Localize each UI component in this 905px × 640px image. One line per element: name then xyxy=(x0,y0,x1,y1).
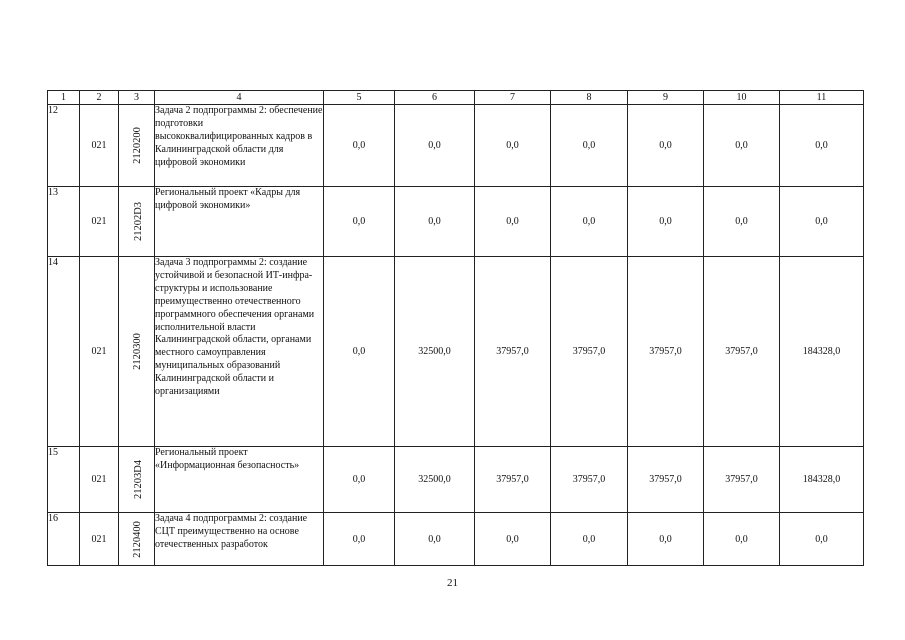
value-cell: 37957,0 xyxy=(551,447,628,513)
value-cell: 37957,0 xyxy=(551,257,628,447)
ministry-code: 021 xyxy=(80,105,119,187)
header-row xyxy=(48,91,864,105)
ministry-code: 021 xyxy=(80,257,119,447)
ministry-code: 021 xyxy=(80,447,119,513)
row-description: Задача 3 подпрограммы 2: создание устойчивой и безопасной ИТ-инфра-структуры и использование преимущественно отечественного программного обеспечения органами исполнительной власти Калининградской области, органами местного самоуправления муниципальных образований Калининградской области и организациями xyxy=(155,257,324,447)
budget-code-cell xyxy=(119,257,155,447)
value-cell: 0,0 xyxy=(324,257,395,447)
row-description: Региональный проект «Информационная безопасность» xyxy=(155,447,324,513)
table-row xyxy=(48,513,864,566)
value-cell: 0,0 xyxy=(395,105,475,187)
value-cell: 0,0 xyxy=(395,513,475,566)
value-cell: 0,0 xyxy=(704,105,780,187)
row-number: 15 xyxy=(48,447,80,513)
value-cell: 0,0 xyxy=(475,187,551,257)
value-cell: 32500,0 xyxy=(395,447,475,513)
value-cell: 32500,0 xyxy=(395,257,475,447)
value-cell: 0,0 xyxy=(324,187,395,257)
page-number: 21 xyxy=(447,577,458,589)
column-header: 10 xyxy=(704,91,780,105)
row-number: 12 xyxy=(48,105,80,187)
row-number: 13 xyxy=(48,187,80,257)
column-header: 9 xyxy=(628,91,704,105)
ministry-code: 021 xyxy=(80,187,119,257)
value-cell: 0,0 xyxy=(551,187,628,257)
budget-code-cell xyxy=(119,105,155,187)
budget-code-cell xyxy=(119,447,155,513)
value-cell: 0,0 xyxy=(324,513,395,566)
value-cell: 0,0 xyxy=(780,187,864,257)
value-cell: 0,0 xyxy=(395,187,475,257)
column-header: 1 xyxy=(48,91,80,105)
budget-code: 2120400 xyxy=(131,520,143,558)
table-row xyxy=(48,257,864,447)
value-cell: 0,0 xyxy=(704,187,780,257)
value-cell: 0,0 xyxy=(628,187,704,257)
column-header: 8 xyxy=(551,91,628,105)
row-description: Задача 4 подпрограммы 2: создание СЦТ преимущественно на основе отечественных разработок xyxy=(155,513,324,566)
ministry-code: 021 xyxy=(80,513,119,566)
value-cell: 0,0 xyxy=(704,513,780,566)
column-header: 5 xyxy=(324,91,395,105)
budget-code: 2120300 xyxy=(131,333,143,370)
budget-code-cell xyxy=(119,187,155,257)
value-cell: 37957,0 xyxy=(475,257,551,447)
table-row xyxy=(48,187,864,257)
row-description: Задача 2 подпрограммы 2: обеспечение подготовки высококвалифицированных кадров в Калининградской области для цифровой экономики xyxy=(155,105,324,187)
value-cell: 0,0 xyxy=(628,105,704,187)
table-row xyxy=(48,105,864,187)
value-cell: 0,0 xyxy=(780,513,864,566)
column-header: 7 xyxy=(475,91,551,105)
value-cell: 184328,0 xyxy=(780,447,864,513)
row-number: 14 xyxy=(48,257,80,447)
value-cell: 37957,0 xyxy=(628,447,704,513)
value-cell: 0,0 xyxy=(475,105,551,187)
column-header: 4 xyxy=(155,91,324,105)
value-cell: 0,0 xyxy=(324,447,395,513)
value-cell: 37957,0 xyxy=(628,257,704,447)
column-header: 11 xyxy=(780,91,864,105)
column-header: 2 xyxy=(80,91,119,105)
value-cell: 0,0 xyxy=(780,105,864,187)
row-number: 16 xyxy=(48,513,80,566)
value-cell: 0,0 xyxy=(324,105,395,187)
value-cell: 0,0 xyxy=(475,513,551,566)
value-cell: 37957,0 xyxy=(704,257,780,447)
value-cell: 184328,0 xyxy=(780,257,864,447)
table-row xyxy=(48,447,864,513)
budget-code: 21202D3 xyxy=(133,201,145,242)
value-cell: 0,0 xyxy=(628,513,704,566)
value-cell: 0,0 xyxy=(551,513,628,566)
column-header: 3 xyxy=(119,91,155,105)
value-cell: 37957,0 xyxy=(704,447,780,513)
budget-code: 2120200 xyxy=(131,127,143,164)
budget-code: 21203D4 xyxy=(133,459,145,500)
budget-table xyxy=(47,90,864,566)
column-header: 6 xyxy=(395,91,475,105)
row-description: Региональный проект «Кадры для цифровой экономики» xyxy=(155,187,324,257)
value-cell: 37957,0 xyxy=(475,447,551,513)
budget-code-cell xyxy=(119,513,155,566)
value-cell: 0,0 xyxy=(551,105,628,187)
